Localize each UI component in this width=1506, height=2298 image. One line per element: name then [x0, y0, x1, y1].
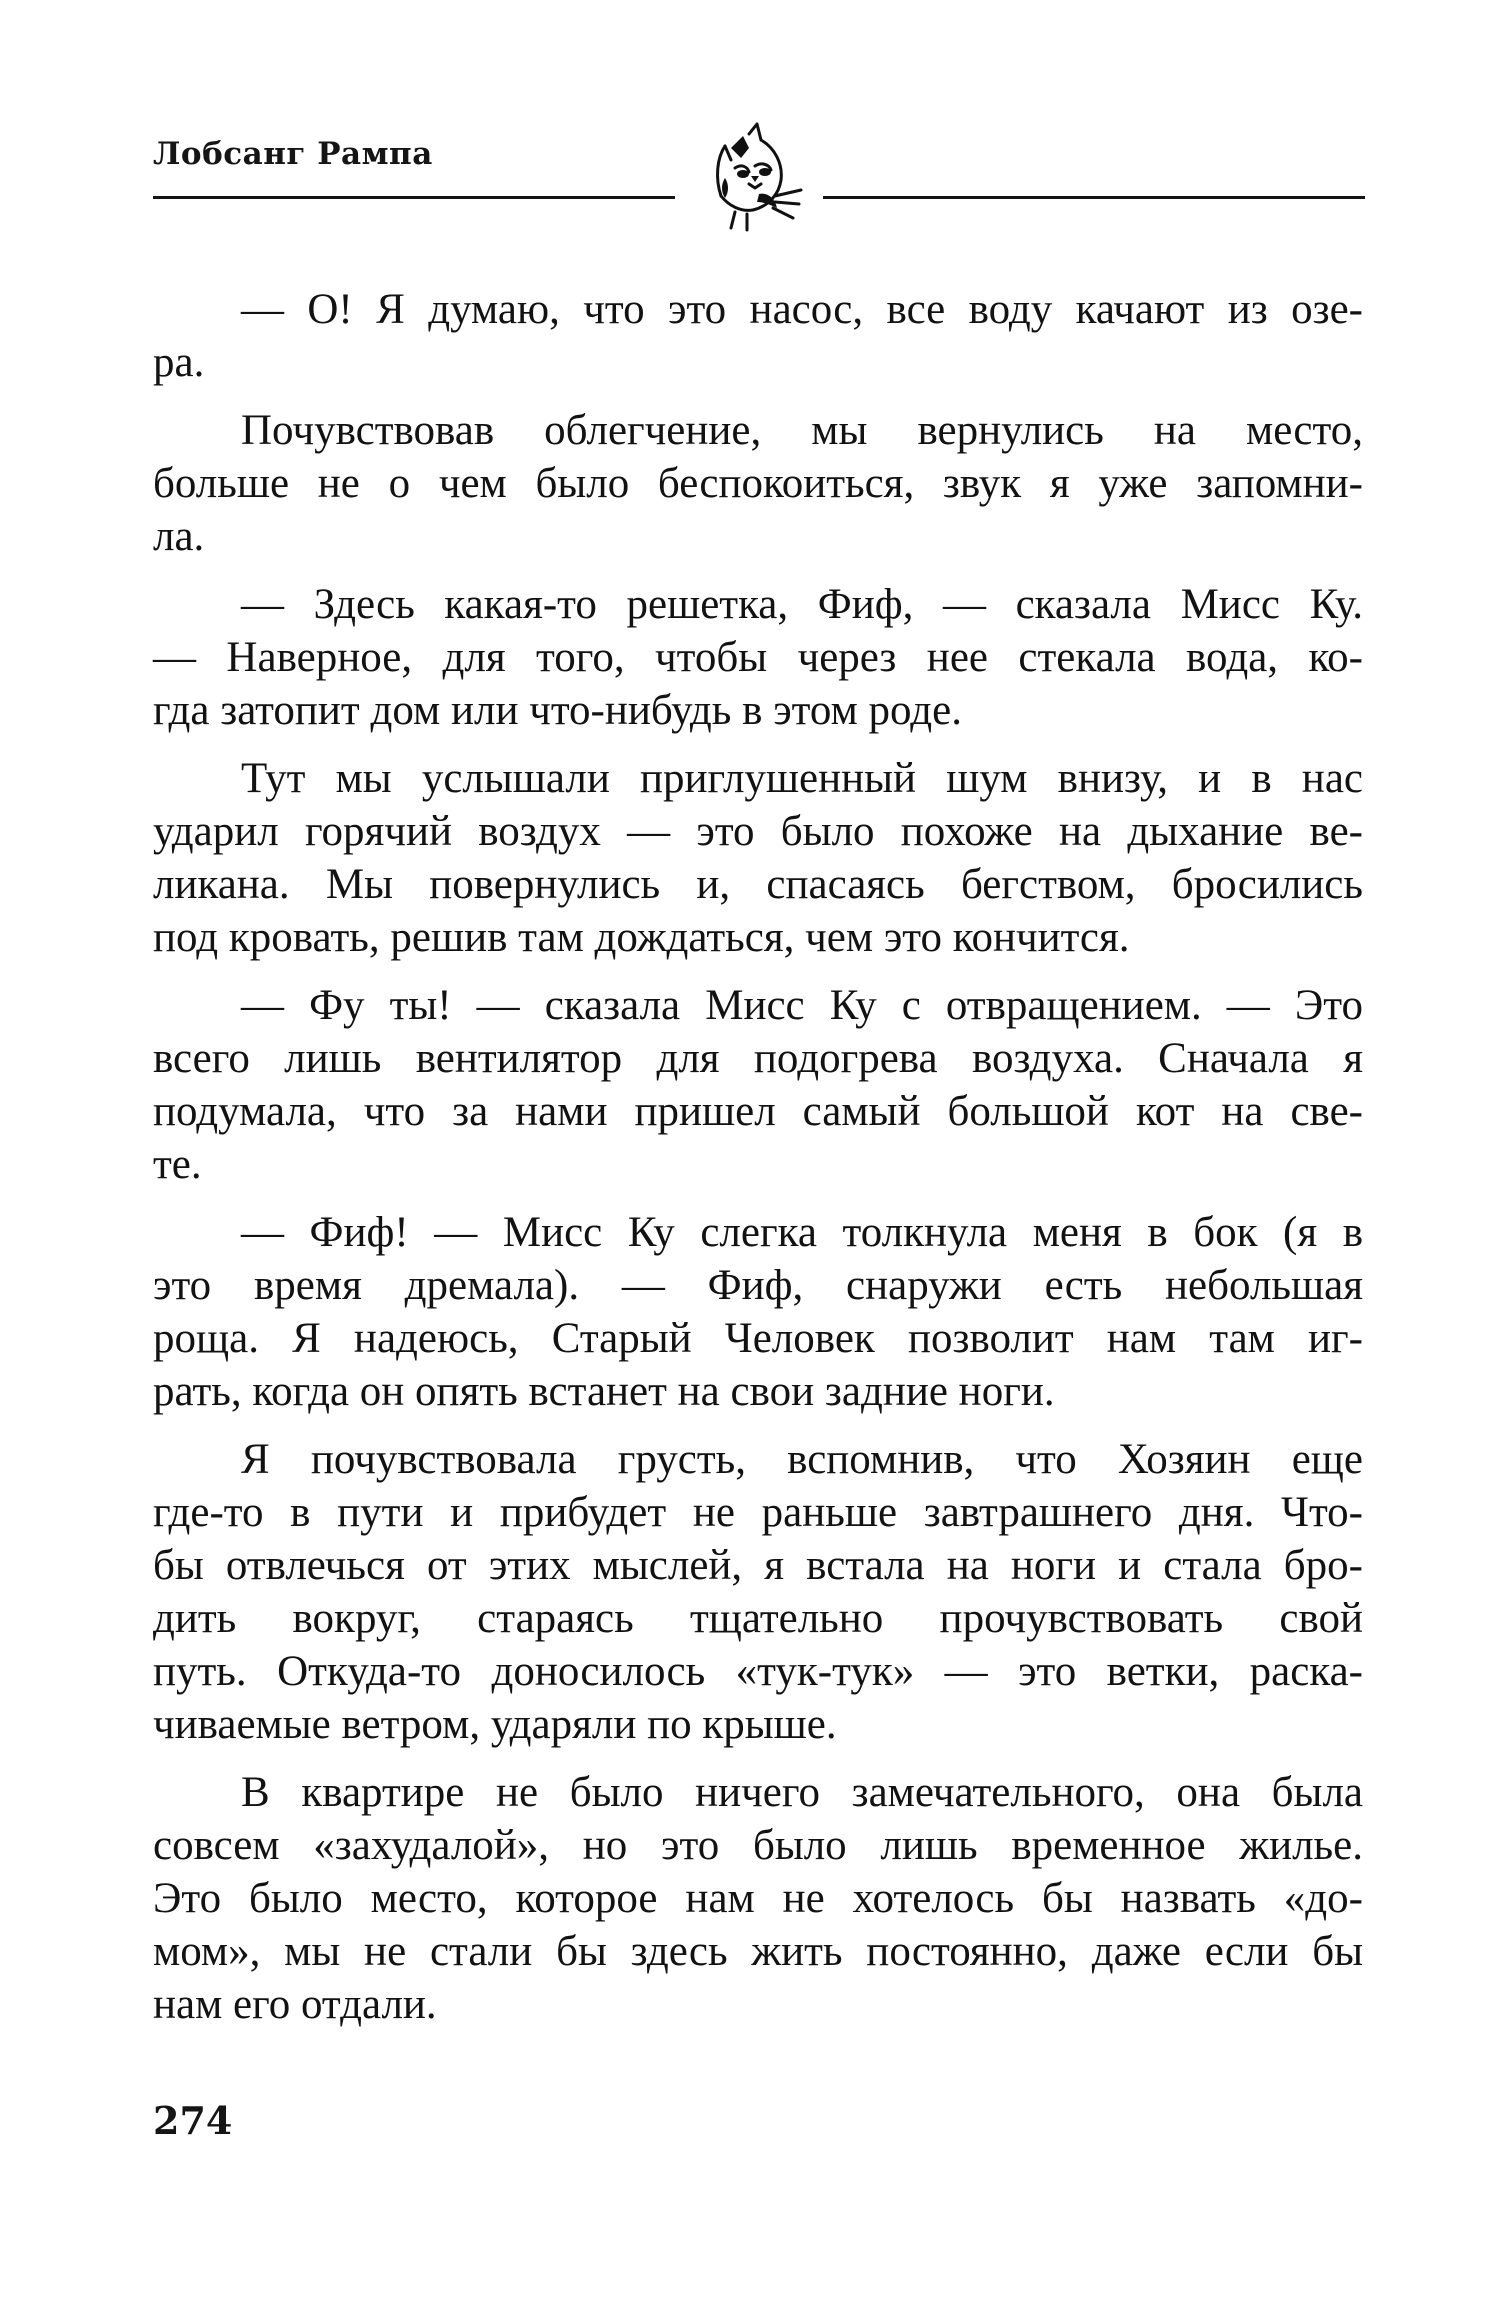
- text-line: дить вокруг, стараясь тщательно прочувствовать свой: [153, 1595, 1363, 1642]
- paragraph: [153, 752, 1363, 964]
- paragraph: [153, 283, 1363, 389]
- text-line: под кровать, решив там дождаться, чем это кончится.: [153, 914, 1130, 961]
- running-header: [153, 128, 1363, 248]
- text-line: всего лишь вентилятор для подогрева воздуха. Сначала я: [153, 1035, 1363, 1082]
- text-line: чиваемые ветром, ударяли по крыше.: [153, 1701, 837, 1748]
- text-line: — Фиф! — Мисс Ку слегка толкнула меня в бок (я в: [241, 1209, 1363, 1256]
- text-line: Тут мы услышали приглушенный шум внизу, и в нас: [241, 755, 1363, 802]
- text-line: подумала, что за нами пришел самый большой кот на све-: [153, 1088, 1363, 1135]
- header-author: Лобсанг Рампа: [153, 136, 433, 172]
- text-line: роща. Я надеюсь, Старый Человек позволит нам там иг-: [153, 1315, 1363, 1362]
- paragraph: [153, 578, 1363, 737]
- text-line: Это было место, которое нам не хотелось бы назвать «до-: [153, 1875, 1363, 1922]
- paragraph: [153, 1766, 1363, 2031]
- paragraph: [153, 1206, 1363, 1418]
- text-line: В квартире не было ничего замечательного, она была: [241, 1769, 1363, 1816]
- text-line: — Наверное, для того, чтобы через нее стекала вода, ко-: [153, 634, 1363, 681]
- paragraph: [153, 1433, 1363, 1751]
- paragraph: [153, 979, 1363, 1191]
- text-line: совсем «захудалой», но это было лишь временное жилье.: [153, 1822, 1363, 1869]
- text-line: Я почувствовала грусть, вспомнив, что Хозяин еще: [241, 1436, 1363, 1483]
- text-line: — О! Я думаю, что это насос, все воду качают из озе-: [241, 286, 1363, 333]
- text-line: те.: [153, 1141, 202, 1188]
- text-line: ра.: [153, 339, 205, 386]
- text-line: ликана. Мы повернулись и, спасаясь бегством, бросились: [153, 861, 1363, 908]
- text-line: рать, когда он опять встанет на свои задние ноги.: [153, 1368, 1055, 1415]
- body-text: [153, 283, 1363, 2046]
- page-number: 274: [153, 2098, 233, 2143]
- header-rule-left: [153, 196, 675, 199]
- paragraph: [153, 404, 1363, 563]
- header-rule-right: [823, 196, 1365, 199]
- text-line: ла.: [153, 513, 205, 560]
- text-line: больше не о чем было беспокоиться, звук я уже запомни-: [153, 460, 1363, 507]
- cat-head-icon: [691, 118, 811, 238]
- text-line: нам его отдали.: [153, 1981, 437, 2028]
- text-line: ударил горячий воздух — это было похоже на дыхание ве-: [153, 808, 1363, 855]
- text-line: путь. Откуда-то доносилось «тук-тук» — это ветки, раска-: [153, 1648, 1363, 1695]
- text-line: Почувствовав облегчение, мы вернулись на место,: [241, 407, 1363, 454]
- text-line: — Здесь какая-то решетка, Фиф, — сказала Мисс Ку.: [241, 581, 1363, 628]
- text-line: где-то в пути и прибудет не раньше завтрашнего дня. Что-: [153, 1489, 1363, 1536]
- text-line: мом», мы не стали бы здесь жить постоянно, даже если бы: [153, 1928, 1363, 1975]
- text-line: бы отвлечься от этих мыслей, я встала на ноги и стала бро-: [153, 1542, 1363, 1589]
- text-line: гда затопит дом или что-нибудь в этом роде.: [153, 687, 963, 734]
- text-line: это время дремала). — Фиф, снаружи есть небольшая: [153, 1262, 1363, 1309]
- text-line: — Фу ты! — сказала Мисс Ку с отвращением. — Это: [241, 982, 1363, 1029]
